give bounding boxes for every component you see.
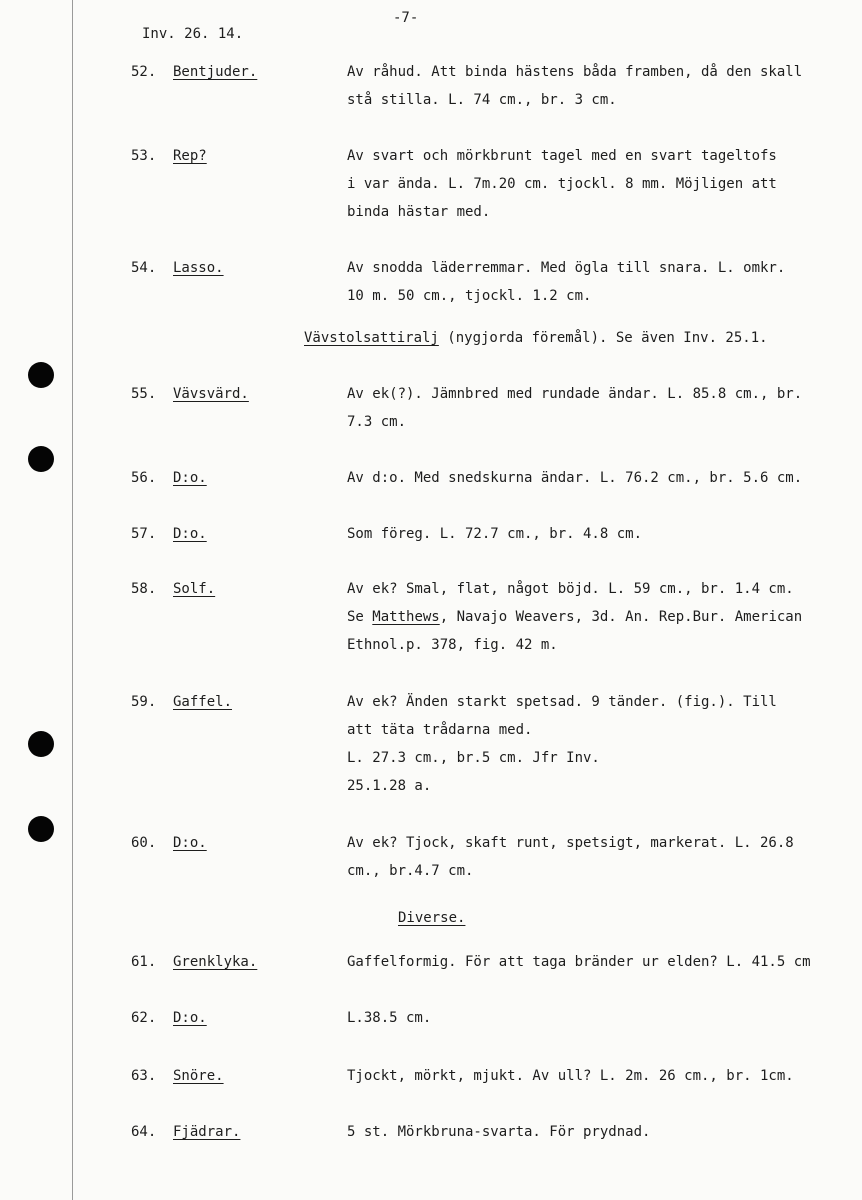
entry-number: 57. xyxy=(131,526,157,542)
entry-description-line: Tjockt, mörkt, mjukt. Av ull? L. 2m. 26 cm., br. 1cm. xyxy=(347,1068,794,1084)
entry-number: 64. xyxy=(131,1124,157,1140)
author-name: Matthews xyxy=(372,609,440,625)
punch-hole xyxy=(28,731,54,757)
entry-name: Grenklyka. xyxy=(173,954,258,970)
punch-hole xyxy=(28,816,54,842)
entry-number: 62. xyxy=(131,1010,157,1026)
entry-number: 54. xyxy=(131,260,157,276)
entry-description-line: cm., br.4.7 cm. xyxy=(347,863,474,879)
entry-description-line: Ethnol.p. 378, fig. 42 m. xyxy=(347,637,558,653)
entry-name: Vävsvärd. xyxy=(173,386,249,402)
entry-name: D:o. xyxy=(173,470,207,486)
entry-description-line: Gaffelformig. För att taga bränder ur elden? L. 41.5 cm xyxy=(347,954,811,970)
entry-name: D:o. xyxy=(173,1010,207,1026)
page-number: -7- xyxy=(393,10,419,26)
entry-description-line: att täta trådarna med. xyxy=(347,722,533,738)
entry-description-line: Se Matthews, Navajo Weavers, 3d. An. Rep.Bur. American xyxy=(347,609,803,625)
entry-number: 52. xyxy=(131,64,157,80)
entry-description-line: Av svart och mörkbrunt tagel med en svart tageltofs xyxy=(347,148,777,164)
entry-number: 61. xyxy=(131,954,157,970)
entry-description-line: L.38.5 cm. xyxy=(347,1010,432,1026)
inventory-number: Inv. 26. 14. xyxy=(142,26,244,42)
entry-description-line: Av snodda läderremmar. Med ögla till snara. L. omkr. xyxy=(347,260,786,276)
section-heading-misc: Diverse. xyxy=(398,910,466,926)
entry-name: Gaffel. xyxy=(173,694,233,710)
entry-name: Bentjuder. xyxy=(173,64,258,80)
punch-hole xyxy=(28,446,54,472)
entry-description-line: binda hästar med. xyxy=(347,204,491,220)
entry-description-line: stå stilla. L. 74 cm., br. 3 cm. xyxy=(347,92,617,108)
entry-description-line: Av ek(?). Jämnbred med rundade ändar. L. 85.8 cm., br. xyxy=(347,386,803,402)
punch-hole xyxy=(28,362,54,388)
entry-name: Lasso. xyxy=(173,260,224,276)
entry-description-line: 10 m. 50 cm., tjockl. 1.2 cm. xyxy=(347,288,592,304)
entry-number: 63. xyxy=(131,1068,157,1084)
margin-line xyxy=(72,0,73,1200)
entry-description-line: 25.1.28 a. xyxy=(347,778,432,794)
entry-description-line: Av ek? Smal, flat, något böjd. L. 59 cm., br. 1.4 cm. xyxy=(347,581,794,597)
entry-description-line: Av d:o. Med snedskurna ändar. L. 76.2 cm., br. 5.6 cm. xyxy=(347,470,803,486)
entry-name: Solf. xyxy=(173,581,216,597)
entry-description-line: Som föreg. L. 72.7 cm., br. 4.8 cm. xyxy=(347,526,643,542)
entry-description-line: 7.3 cm. xyxy=(347,414,407,430)
entry-number: 59. xyxy=(131,694,157,710)
entry-description-line: Av ek? Änden starkt spetsad. 9 tänder. (fig.). Till xyxy=(347,694,777,710)
entry-description-line: i var ända. L. 7m.20 cm. tjockl. 8 mm. Möjligen att xyxy=(347,176,777,192)
entry-description-line: Av ek? Tjock, skaft runt, spetsigt, markerat. L. 26.8 xyxy=(347,835,794,851)
section-heading-rest: (nygjorda föremål). Se även Inv. 25.1. xyxy=(438,330,768,346)
entry-description-line: L. 27.3 cm., br.5 cm. Jfr Inv. xyxy=(347,750,600,766)
entry-name: Snöre. xyxy=(173,1068,224,1084)
entry-number: 58. xyxy=(131,581,157,597)
section-heading-weaving xyxy=(304,331,768,345)
entry-name: D:o. xyxy=(173,526,207,542)
entry-description-line: 5 st. Mörkbruna-svarta. För prydnad. xyxy=(347,1124,651,1140)
entry-name: Rep? xyxy=(173,148,207,164)
section-heading-underlined: Vävstolsattiralj xyxy=(304,330,439,346)
entry-number: 56. xyxy=(131,470,157,486)
entry-number: 60. xyxy=(131,835,157,851)
entry-number: 53. xyxy=(131,148,157,164)
entry-description-line: Av råhud. Att binda hästens båda framben, då den skall xyxy=(347,64,803,80)
entry-name: Fjädrar. xyxy=(173,1124,241,1140)
entry-name: D:o. xyxy=(173,835,207,851)
entry-number: 55. xyxy=(131,386,157,402)
